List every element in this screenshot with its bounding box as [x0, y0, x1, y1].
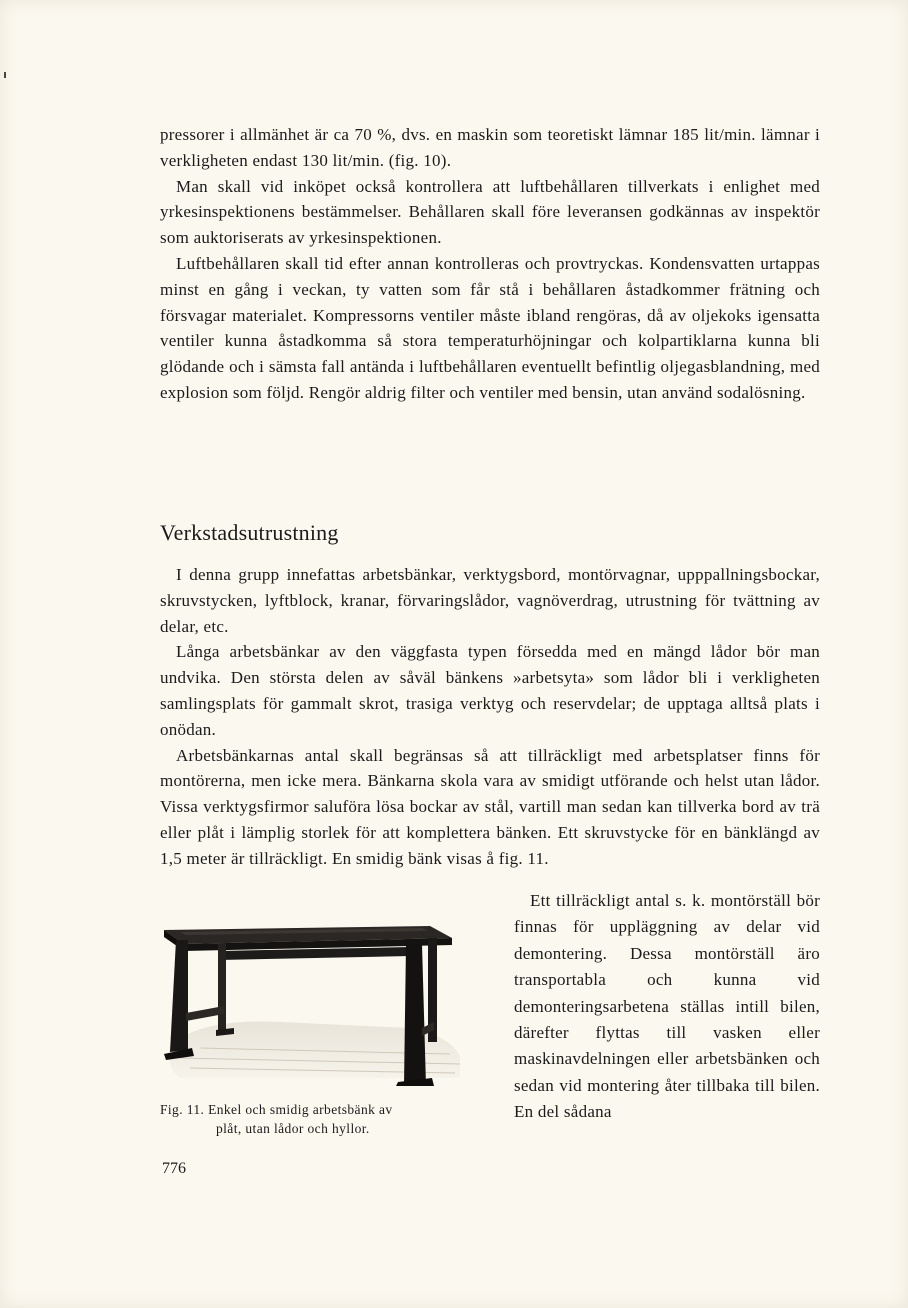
- figure-11: [160, 918, 470, 1138]
- paragraph-equipment-group: I denna grupp innefattas arbetsbänkar, verktygsbord, montörvagnar, upppallningsbockar, skruvstycken, lyftblock, kranar, förvaringslådor, vagnöverdrag, utrustning för tvättning av delar, etc.: [160, 565, 820, 636]
- edge-mark: [4, 72, 6, 78]
- caption-line-2: plåt, utan lådor och hyllor.: [216, 1121, 370, 1136]
- caption-line-1: Fig. 11. Enkel och smidig arbetsbänk av: [160, 1102, 393, 1117]
- section-heading: Verkstadsutrustning: [160, 520, 339, 545]
- paragraph-long-benches: Långa arbetsbänkar av den väggfasta typen försedda med en mängd lådor bör man undvika. Den största delen av såväl bänkens »arbetsyta» som lådor bli i verkligheten samlingsplats för gammalt skrot, trasiga verktyg och reservdelar; de upptaga alltså plats i onödan.: [160, 642, 820, 739]
- section-text-block: [160, 562, 820, 872]
- paragraph-air-tank-inspection: Man skall vid inköpet också kontrollera att luftbehållaren tillverkats i enlighet med yrkesinspektionens bestämmelser. Behållaren skall före leveransen godkännas av inspektör som auktoriserats av yrkesinspektionen.: [160, 176, 820, 248]
- paragraph-bench-count: Arbetsbänkarnas antal skall begränsas så att tillräckligt med arbetsplatser finns för montörerna, men icke mera. Bänkarna skola vara av smidigt utförande och helst utan lådor. Vissa verktygsfirmor saluföra lösa bockar av stål, vartill man sedan kan tillverka bord av trä eller plåt i lämplig storlek för att komplettera bänken. Ett skruvstycke för en bänklängd av 1,5 meter är tillräckligt. En smidig bänk visas å fig. 11.: [160, 745, 820, 868]
- paragraph-air-tank-maintenance: Luftbehållaren skall tid efter annan kontrolleras och provtryckas. Kondensvatten urtappas minst en gång i veckan, ty vatten som får stå i behållaren åstadkommer frätning och försvagar materialet. Kompressorns ventiler måste ibland rengöras, då av oljekoks igensatta ventiler kunna åstadkomma så stora temperaturhöjningar och kolpartiklarna kunna bli glödande och i sämsta fall antända i luftbehållaren eventuellt befintlig oljegasblandning, med explosion som följd. Rengör aldrig filter och ventiler med bensin, utan använd sodalösning.: [160, 253, 820, 402]
- top-text-block: [160, 122, 820, 406]
- page-number: 776: [162, 1160, 186, 1177]
- paragraph-continuation: pressorer i allmänhet är ca 70 %, dvs. en maskin som teoretiskt lämnar 185 lit/min. lämnar i verkligheten endast 130 lit/min. (fig. 10).: [160, 125, 820, 170]
- workbench-illustration: [160, 918, 460, 1086]
- paragraph-assembly-stands: Ett tillräckligt antal s. k. montörställ bör finnas för uppläggning av delar vid demontering. Dessa montörställ äro transportabla och kunna vid demonteringsarbetena ställas intill bilen, därefter flyttas till vasken eller maskinavdelningen eller arbetsbänken och sedan vid montering åter tillbaka till bilen. En del sådana: [514, 891, 820, 1122]
- figure-caption: [160, 1100, 470, 1138]
- right-column-text: [514, 888, 820, 1126]
